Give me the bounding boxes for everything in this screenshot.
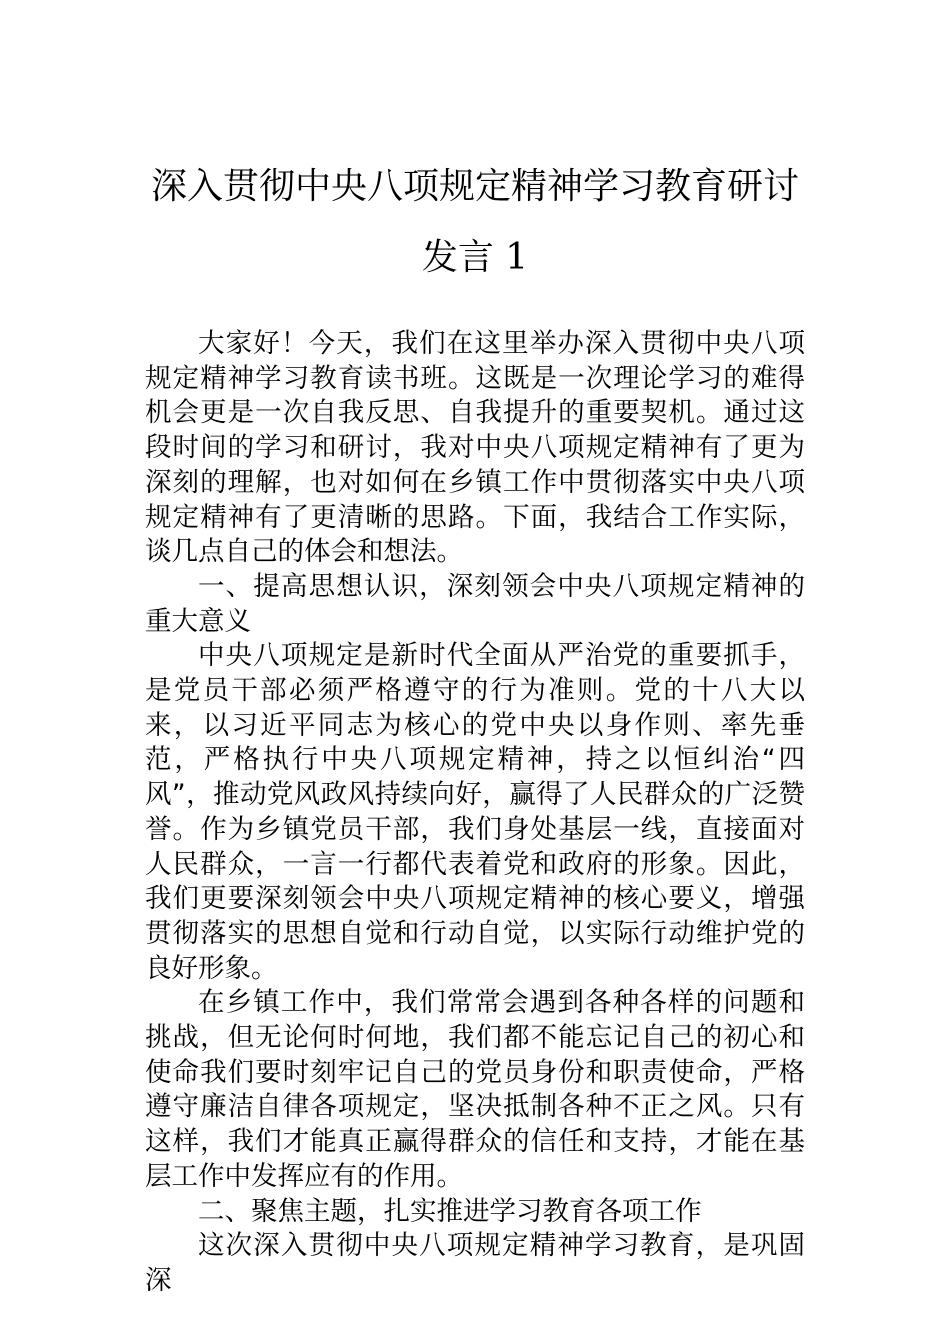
section-heading-1: 一、提高思想认识，深刻领会中央八项规定精神的重大意义: [145, 570, 805, 637]
document-body: [145, 327, 805, 1299]
document-title-line-1: 深入贯彻中央八项规定精神学习教育研讨: [150, 166, 799, 207]
paragraph-section-1-b: 在乡镇工作中，我们常常会遇到各种各样的问题和挑战，但无论何时何地，我们都不能忘记自己的初心和使命我们要时刻牢记自己的党员身份和职责使命，严格遵守廉洁自律各项规定，坚决抵制各种不正之风。只有这样，我们才能真正赢得群众的信任和支持，才能在基层工作中发挥应有的作用。: [145, 987, 805, 1192]
paragraph-section-1-a: 中央八项规定是新时代全面从严治党的重要抓手，是党员干部必须严格遵守的行为准则。党的十八大以来，以习近平同志为核心的党中央以身作则、率先垂范，严格执行中央八项规定精神，持之以恒纠治“四风”，推动党风政风持续向好，赢得了人民群众的广泛赞誉。作为乡镇党员干部，我们身处基层一线，直接面对人民群众，一言一行都代表着党和政府的形象。因此，我们更要深刻领会中央八项规定精神的核心要义，增强贯彻落实的思想自觉和行动自觉，以实际行动维护党的良好形象。: [145, 640, 805, 984]
document-title-line-2: 发言 1: [421, 237, 529, 278]
paragraph-intro: 大家好！今天，我们在这里举办深入贯彻中央八项规定精神学习教育读书班。这既是一次理论学习的难得机会更是一次自我反思、自我提升的重要契机。通过这段时间的学习和研讨，我对中央八项规定精神有了更为深刻的理解，也对如何在乡镇工作中贯彻落实中央八项规定精神有了更清晰的思路。下面，我结合工作实际，谈几点自己的体会和想法。: [145, 328, 805, 568]
paragraph-section-2-a: 这次深入贯彻中央八项规定精神学习教育，是巩固深: [145, 1230, 805, 1296]
section-heading-2: 二、聚焦主题，扎实推进学习教育各项工作: [198, 1195, 702, 1227]
